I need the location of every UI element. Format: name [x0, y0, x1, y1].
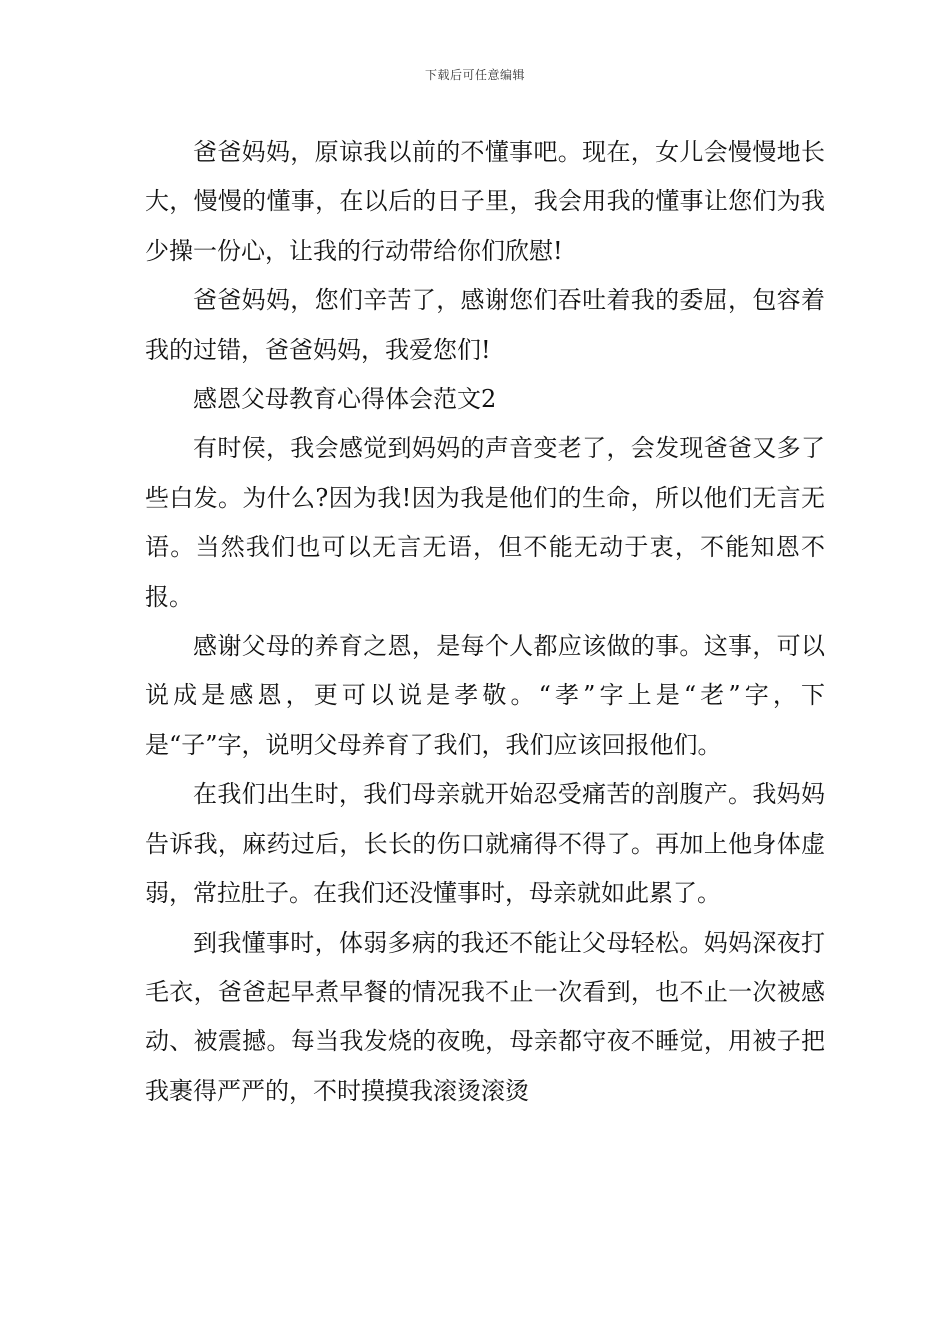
paragraph-6: 到我懂事时，体弱多病的我还不能让父母轻松。妈妈深夜打毛衣，爸爸起早煮早餐的情况我不止一次看到，也不止一次被感动、被震撼。每当我发烧的夜晚，母亲都守夜不睡觉，用被子把我裹得严严的，不时摸摸我滚烫滚烫: [145, 928, 825, 1105]
paragraph-5: 在我们出生时，我们母亲就开始忍受痛苦的剖腹产。我妈妈告诉我，麻药过后，长长的伤口就痛得不得了。再加上他身体虚弱，常拉肚子。在我们还没懂事时，母亲就如此累了。: [145, 780, 825, 908]
document-body: [145, 128, 825, 1116]
paragraph-3: 有时侯，我会感觉到妈妈的声音变老了，会发现爸爸又多了些白发。为什么?因为我!因为我是他们的生命，所以他们无言无语。当然我们也可以无言无语，但不能无动于衷，不能知恩不报。: [145, 434, 825, 611]
paragraph-1: 爸爸妈妈，原谅我以前的不懂事吧。现在，女儿会慢慢地长大，慢慢的懂事，在以后的日子里，我会用我的懂事让您们为我少操一份心，让我的行动带给你们欣慰!: [145, 138, 825, 265]
paragraph-2: 爸爸妈妈，您们辛苦了，感谢您们吞吐着我的委屈，包容着我的过错，爸爸妈妈，我爱您们!: [145, 286, 825, 364]
header-note: 下载后可任意编辑: [424, 68, 525, 82]
section-heading: 感恩父母教育心得体会范文2: [193, 385, 497, 414]
paragraph-4: 感谢父母的养育之恩，是每个人都应该做的事。这事，可以说成是感恩，更可以说是孝敬。“孝”字上是“老”字，下是“子”字，说明父母养育了我们，我们应该回报他们。: [145, 632, 825, 759]
